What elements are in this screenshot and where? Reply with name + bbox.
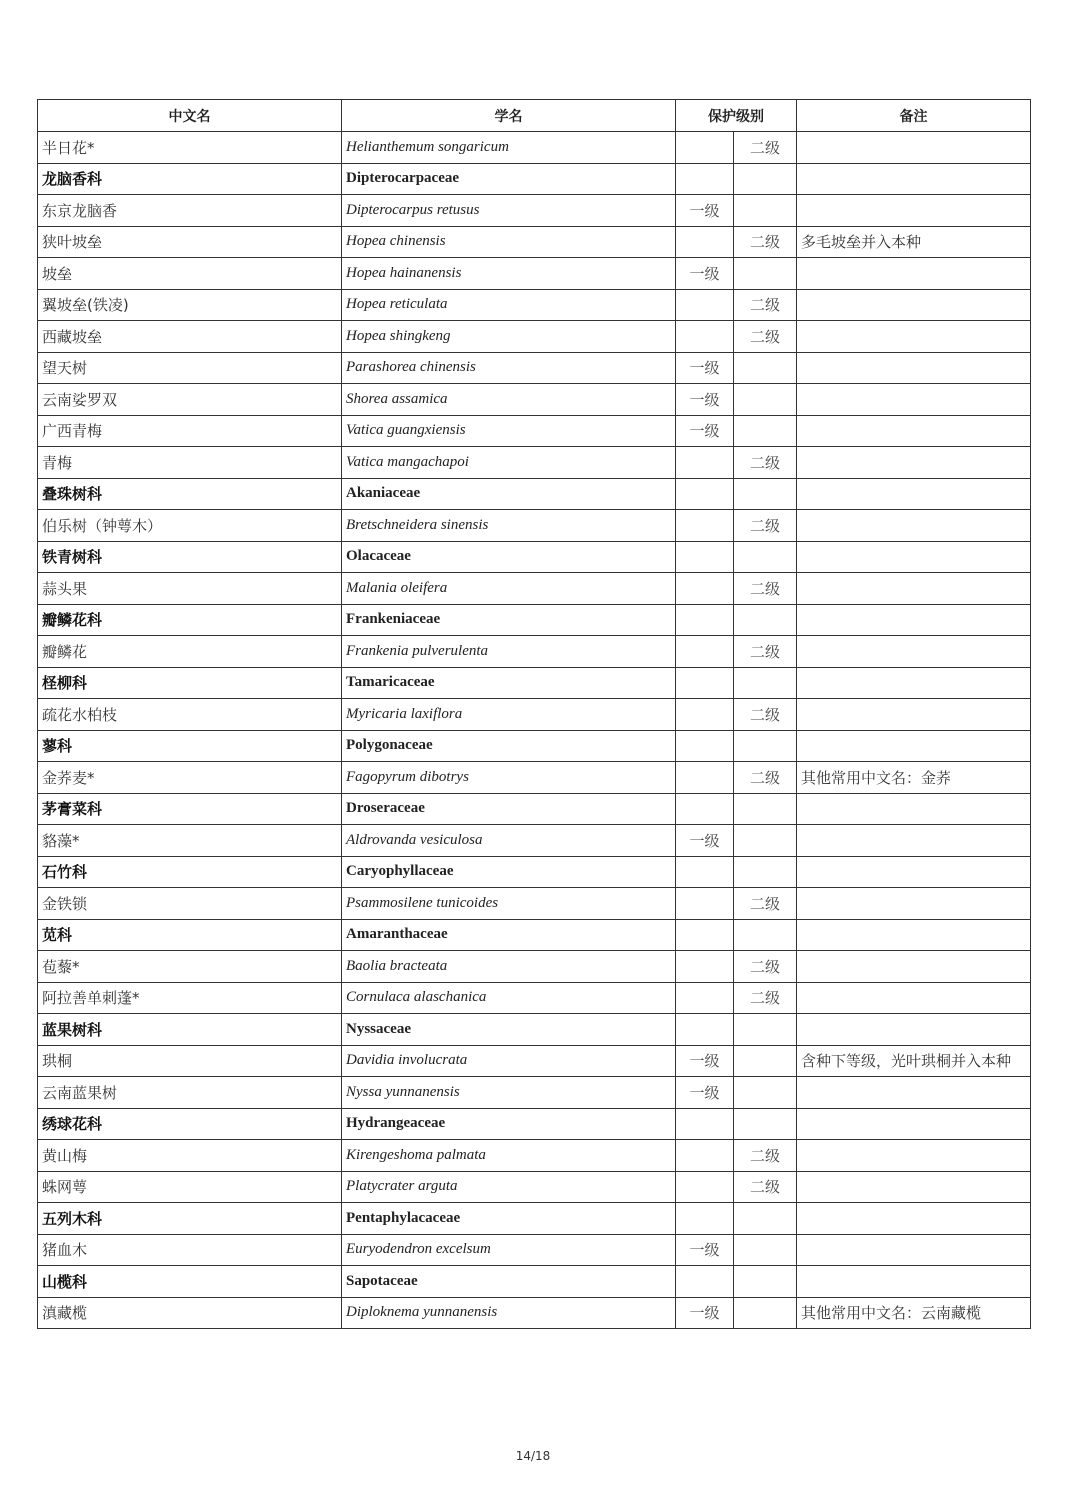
chinese-name-cell: 翼坡垒(铁凌): [38, 289, 342, 321]
scientific-name-cell: Akaniaceae: [342, 478, 676, 510]
scientific-name-cell: Amaranthaceae: [342, 919, 676, 951]
chinese-name-cell: 青梅: [38, 447, 342, 479]
level-two-cell: [734, 1077, 797, 1109]
note-cell: [797, 888, 1031, 920]
species-row: [38, 1297, 1031, 1329]
header-chinese-name: 中文名: [38, 100, 342, 132]
level-two-cell: 二级: [734, 573, 797, 605]
species-row: [38, 510, 1031, 542]
level-one-cell: [676, 1140, 734, 1172]
note-cell: [797, 825, 1031, 857]
note-cell: [797, 573, 1031, 605]
chinese-name-cell: 蓼科: [38, 730, 342, 762]
chinese-name-cell: 阿拉善单刺蓬*: [38, 982, 342, 1014]
species-row: [38, 321, 1031, 353]
scientific-name-cell: Malania oleifera: [342, 573, 676, 605]
species-row: [38, 258, 1031, 290]
scientific-name-cell: Tamaricaceae: [342, 667, 676, 699]
level-two-cell: [734, 384, 797, 416]
chinese-name-cell: 貉藻*: [38, 825, 342, 857]
scientific-name-cell: Hopea shingkeng: [342, 321, 676, 353]
species-row: [38, 982, 1031, 1014]
level-two-cell: [734, 919, 797, 951]
scientific-name-cell: Sapotaceae: [342, 1266, 676, 1298]
chinese-name-cell: 狭叶坡垒: [38, 226, 342, 258]
chinese-name-cell: 东京龙脑香: [38, 195, 342, 227]
level-two-cell: 二级: [734, 510, 797, 542]
note-cell: [797, 1203, 1031, 1235]
species-row: [38, 415, 1031, 447]
level-one-cell: [676, 1108, 734, 1140]
note-cell: [797, 541, 1031, 573]
level-one-cell: [676, 478, 734, 510]
level-one-cell: [676, 951, 734, 983]
family-row: [38, 1203, 1031, 1235]
level-two-cell: [734, 478, 797, 510]
chinese-name-cell: 瓣鳞花科: [38, 604, 342, 636]
family-row: [38, 478, 1031, 510]
chinese-name-cell: 伯乐树（钟萼木）: [38, 510, 342, 542]
note-cell: [797, 132, 1031, 164]
level-two-cell: 二级: [734, 636, 797, 668]
level-one-cell: 一级: [676, 415, 734, 447]
note-cell: [797, 1014, 1031, 1046]
level-one-cell: 一级: [676, 1234, 734, 1266]
level-one-cell: [676, 1014, 734, 1046]
scientific-name-cell: Dipterocarpaceae: [342, 163, 676, 195]
chinese-name-cell: 猪血木: [38, 1234, 342, 1266]
level-one-cell: [676, 163, 734, 195]
chinese-name-cell: 苋科: [38, 919, 342, 951]
scientific-name-cell: Frankeniaceae: [342, 604, 676, 636]
chinese-name-cell: 广西青梅: [38, 415, 342, 447]
species-row: [38, 352, 1031, 384]
chinese-name-cell: 蓝果树科: [38, 1014, 342, 1046]
note-cell: 多毛坡垒并入本种: [797, 226, 1031, 258]
level-one-cell: [676, 888, 734, 920]
species-row: [38, 1140, 1031, 1172]
level-two-cell: [734, 1014, 797, 1046]
level-one-cell: 一级: [676, 384, 734, 416]
level-two-cell: [734, 1045, 797, 1077]
family-row: [38, 730, 1031, 762]
chinese-name-cell: 铁青树科: [38, 541, 342, 573]
family-row: [38, 1108, 1031, 1140]
level-two-cell: [734, 1203, 797, 1235]
level-two-cell: 二级: [734, 289, 797, 321]
level-two-cell: 二级: [734, 1171, 797, 1203]
scientific-name-cell: Psammosilene tunicoides: [342, 888, 676, 920]
species-row: [38, 573, 1031, 605]
note-cell: [797, 951, 1031, 983]
level-two-cell: [734, 1266, 797, 1298]
level-one-cell: [676, 636, 734, 668]
table-header-row: [38, 100, 1031, 132]
species-row: [38, 1171, 1031, 1203]
note-cell: [797, 856, 1031, 888]
chinese-name-cell: 金荞麦*: [38, 762, 342, 794]
chinese-name-cell: 瓣鳞花: [38, 636, 342, 668]
note-cell: [797, 730, 1031, 762]
scientific-name-cell: Caryophyllaceae: [342, 856, 676, 888]
protected-plant-table: [37, 99, 1031, 1329]
family-row: [38, 919, 1031, 951]
level-two-cell: [734, 541, 797, 573]
note-cell: [797, 195, 1031, 227]
species-row: [38, 384, 1031, 416]
scientific-name-cell: Olacaceae: [342, 541, 676, 573]
chinese-name-cell: 叠珠树科: [38, 478, 342, 510]
species-row: [38, 132, 1031, 164]
chinese-name-cell: 苞藜*: [38, 951, 342, 983]
chinese-name-cell: 绣球花科: [38, 1108, 342, 1140]
note-cell: [797, 699, 1031, 731]
scientific-name-cell: Baolia bracteata: [342, 951, 676, 983]
chinese-name-cell: 疏花水柏枝: [38, 699, 342, 731]
note-cell: 其他常用中文名：金荞: [797, 762, 1031, 794]
level-one-cell: 一级: [676, 1045, 734, 1077]
scientific-name-cell: Davidia involucrata: [342, 1045, 676, 1077]
scientific-name-cell: Hopea reticulata: [342, 289, 676, 321]
scientific-name-cell: Dipterocarpus retusus: [342, 195, 676, 227]
level-one-cell: [676, 321, 734, 353]
level-two-cell: 二级: [734, 699, 797, 731]
level-one-cell: [676, 919, 734, 951]
scientific-name-cell: Nyssaceae: [342, 1014, 676, 1046]
level-two-cell: 二级: [734, 132, 797, 164]
note-cell: [797, 510, 1031, 542]
species-row: [38, 825, 1031, 857]
level-one-cell: 一级: [676, 1297, 734, 1329]
family-row: [38, 856, 1031, 888]
scientific-name-cell: Hydrangeaceae: [342, 1108, 676, 1140]
level-one-cell: 一级: [676, 195, 734, 227]
level-two-cell: [734, 1108, 797, 1140]
level-one-cell: 一级: [676, 825, 734, 857]
level-one-cell: 一级: [676, 352, 734, 384]
level-two-cell: [734, 667, 797, 699]
species-row: [38, 1045, 1031, 1077]
level-one-cell: [676, 982, 734, 1014]
level-one-cell: [676, 1203, 734, 1235]
chinese-name-cell: 珙桐: [38, 1045, 342, 1077]
family-row: [38, 163, 1031, 195]
level-one-cell: [676, 762, 734, 794]
note-cell: [797, 384, 1031, 416]
family-row: [38, 1266, 1031, 1298]
chinese-name-cell: 山榄科: [38, 1266, 342, 1298]
level-one-cell: [676, 667, 734, 699]
note-cell: [797, 1108, 1031, 1140]
note-cell: [797, 1140, 1031, 1172]
scientific-name-cell: Pentaphylacaceae: [342, 1203, 676, 1235]
scientific-name-cell: Hopea chinensis: [342, 226, 676, 258]
chinese-name-cell: 云南蓝果树: [38, 1077, 342, 1109]
chinese-name-cell: 坡垒: [38, 258, 342, 290]
level-two-cell: 二级: [734, 321, 797, 353]
level-one-cell: [676, 856, 734, 888]
family-row: [38, 667, 1031, 699]
level-one-cell: [676, 541, 734, 573]
level-one-cell: [676, 289, 734, 321]
note-cell: [797, 604, 1031, 636]
species-row: [38, 447, 1031, 479]
level-two-cell: [734, 1297, 797, 1329]
note-cell: [797, 636, 1031, 668]
chinese-name-cell: 五列木科: [38, 1203, 342, 1235]
scientific-name-cell: Euryodendron excelsum: [342, 1234, 676, 1266]
scientific-name-cell: Helianthemum songaricum: [342, 132, 676, 164]
note-cell: [797, 289, 1031, 321]
level-one-cell: [676, 699, 734, 731]
chinese-name-cell: 西藏坡垒: [38, 321, 342, 353]
chinese-name-cell: 滇藏榄: [38, 1297, 342, 1329]
scientific-name-cell: Hopea hainanensis: [342, 258, 676, 290]
level-two-cell: 二级: [734, 951, 797, 983]
chinese-name-cell: 柽柳科: [38, 667, 342, 699]
level-two-cell: [734, 195, 797, 227]
note-cell: [797, 352, 1031, 384]
level-one-cell: [676, 573, 734, 605]
level-two-cell: [734, 730, 797, 762]
level-two-cell: 二级: [734, 762, 797, 794]
chinese-name-cell: 石竹科: [38, 856, 342, 888]
scientific-name-cell: Droseraceae: [342, 793, 676, 825]
species-row: [38, 762, 1031, 794]
scientific-name-cell: Cornulaca alaschanica: [342, 982, 676, 1014]
note-cell: [797, 163, 1031, 195]
level-one-cell: [676, 793, 734, 825]
note-cell: [797, 982, 1031, 1014]
note-cell: [797, 478, 1031, 510]
species-row: [38, 888, 1031, 920]
header-protection-level: 保护级别: [676, 100, 797, 132]
header-scientific-name: 学名: [342, 100, 676, 132]
species-row: [38, 636, 1031, 668]
level-two-cell: [734, 793, 797, 825]
level-two-cell: [734, 352, 797, 384]
table-body: [38, 132, 1031, 1329]
note-cell: [797, 793, 1031, 825]
note-cell: [797, 1077, 1031, 1109]
note-cell: [797, 321, 1031, 353]
species-row: [38, 699, 1031, 731]
level-two-cell: [734, 415, 797, 447]
level-two-cell: [734, 604, 797, 636]
note-cell: [797, 1266, 1031, 1298]
level-two-cell: [734, 1234, 797, 1266]
level-two-cell: [734, 825, 797, 857]
chinese-name-cell: 云南娑罗双: [38, 384, 342, 416]
header-notes: 备注: [797, 100, 1031, 132]
scientific-name-cell: Parashorea chinensis: [342, 352, 676, 384]
chinese-name-cell: 望天树: [38, 352, 342, 384]
chinese-name-cell: 半日花*: [38, 132, 342, 164]
note-cell: [797, 1171, 1031, 1203]
species-row: [38, 951, 1031, 983]
level-one-cell: [676, 447, 734, 479]
level-two-cell: [734, 163, 797, 195]
level-one-cell: 一级: [676, 258, 734, 290]
page-number: 14/18: [515, 1449, 551, 1463]
family-row: [38, 793, 1031, 825]
scientific-name-cell: Bretschneidera sinensis: [342, 510, 676, 542]
scientific-name-cell: Myricaria laxiflora: [342, 699, 676, 731]
level-one-cell: [676, 510, 734, 542]
family-row: [38, 541, 1031, 573]
species-row: [38, 226, 1031, 258]
note-cell: [797, 415, 1031, 447]
level-one-cell: [676, 604, 734, 636]
scientific-name-cell: Diploknema yunnanensis: [342, 1297, 676, 1329]
level-one-cell: [676, 226, 734, 258]
scientific-name-cell: Nyssa yunnanensis: [342, 1077, 676, 1109]
family-row: [38, 604, 1031, 636]
scientific-name-cell: Platycrater arguta: [342, 1171, 676, 1203]
family-row: [38, 1014, 1031, 1046]
level-two-cell: [734, 856, 797, 888]
level-one-cell: 一级: [676, 1077, 734, 1109]
level-two-cell: [734, 258, 797, 290]
chinese-name-cell: 龙脑香科: [38, 163, 342, 195]
chinese-name-cell: 蛛网萼: [38, 1171, 342, 1203]
level-two-cell: 二级: [734, 982, 797, 1014]
note-cell: [797, 1234, 1031, 1266]
species-row: [38, 1077, 1031, 1109]
note-cell: 其他常用中文名：云南藏榄: [797, 1297, 1031, 1329]
note-cell: [797, 667, 1031, 699]
level-two-cell: 二级: [734, 447, 797, 479]
scientific-name-cell: Shorea assamica: [342, 384, 676, 416]
note-cell: [797, 919, 1031, 951]
level-one-cell: [676, 1171, 734, 1203]
note-cell: [797, 258, 1031, 290]
level-two-cell: 二级: [734, 1140, 797, 1172]
chinese-name-cell: 黄山梅: [38, 1140, 342, 1172]
level-two-cell: 二级: [734, 888, 797, 920]
scientific-name-cell: Vatica mangachapoi: [342, 447, 676, 479]
species-row: [38, 1234, 1031, 1266]
chinese-name-cell: 蒜头果: [38, 573, 342, 605]
scientific-name-cell: Kirengeshoma palmata: [342, 1140, 676, 1172]
chinese-name-cell: 茅膏菜科: [38, 793, 342, 825]
scientific-name-cell: Fagopyrum dibotrys: [342, 762, 676, 794]
species-row: [38, 289, 1031, 321]
level-two-cell: 二级: [734, 226, 797, 258]
scientific-name-cell: Frankenia pulverulenta: [342, 636, 676, 668]
scientific-name-cell: Vatica guangxiensis: [342, 415, 676, 447]
level-one-cell: [676, 730, 734, 762]
note-cell: [797, 447, 1031, 479]
species-row: [38, 195, 1031, 227]
chinese-name-cell: 金铁锁: [38, 888, 342, 920]
scientific-name-cell: Polygonaceae: [342, 730, 676, 762]
level-one-cell: [676, 132, 734, 164]
level-one-cell: [676, 1266, 734, 1298]
note-cell: 含种下等级，光叶珙桐并入本种: [797, 1045, 1031, 1077]
scientific-name-cell: Aldrovanda vesiculosa: [342, 825, 676, 857]
